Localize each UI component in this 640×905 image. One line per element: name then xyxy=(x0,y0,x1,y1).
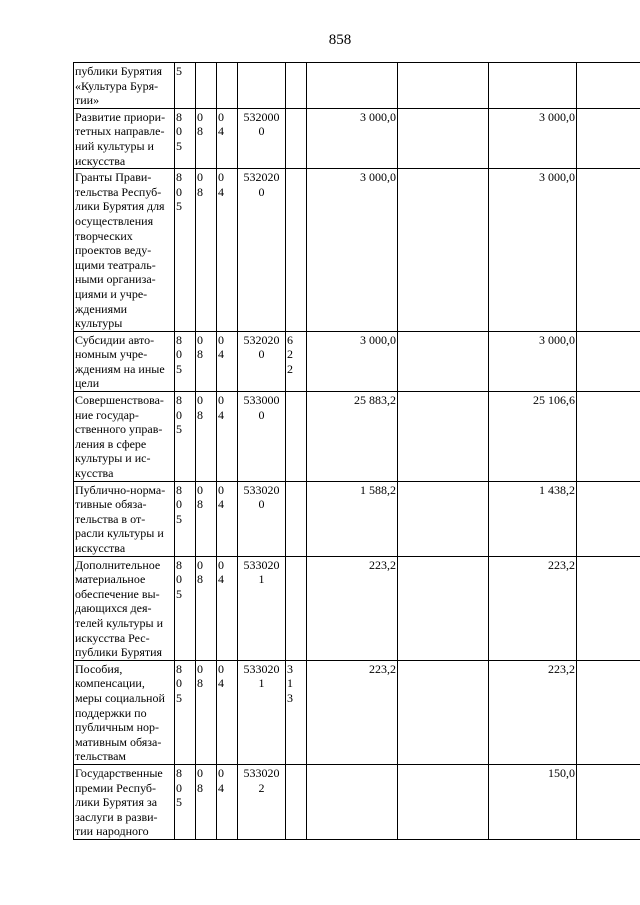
c1-line: 8 xyxy=(176,765,182,780)
c1-line: 8 xyxy=(176,482,182,497)
c1-line: 5 xyxy=(176,586,182,601)
c5-line: 6 xyxy=(287,332,293,347)
name-line: ждениями xyxy=(75,301,128,316)
cell-c5 xyxy=(286,392,307,482)
name-line: ние государ- xyxy=(75,407,139,422)
cell-c3 xyxy=(217,764,238,839)
cell-name xyxy=(74,331,175,391)
table-row xyxy=(74,764,640,839)
cell-c2 xyxy=(196,169,217,332)
c2-line: 8 xyxy=(197,572,203,587)
name-line: поддержки по xyxy=(75,705,147,720)
cell-c4 xyxy=(238,108,286,168)
c4-line: 532020 xyxy=(243,332,280,347)
page-number: 858 xyxy=(328,32,352,48)
c1-line: 8 xyxy=(176,661,182,676)
table-row xyxy=(74,63,640,109)
name-line: Публично-норма- xyxy=(75,482,166,497)
cell-amt3: 1 438,2 xyxy=(489,481,577,556)
cell-empty xyxy=(398,660,489,764)
cell-c2 xyxy=(196,108,217,168)
cell-empty xyxy=(577,556,640,660)
cell-amt1: 223,2 xyxy=(307,556,398,660)
cell-amt1: 223,2 xyxy=(307,660,398,764)
name-line: ственного управ- xyxy=(75,422,163,437)
cell-amt3 xyxy=(489,63,577,109)
table-row xyxy=(74,556,640,660)
cell-empty xyxy=(577,392,640,482)
name-line: материальное xyxy=(75,572,146,587)
name-line: тии народного xyxy=(75,824,149,839)
cell-c4 xyxy=(238,660,286,764)
cell-c4 xyxy=(238,481,286,556)
name-line: культуры и ис- xyxy=(75,451,151,466)
name-line: ления в сфере xyxy=(75,436,147,451)
c1-line: 8 xyxy=(176,557,182,572)
c2-line: 0 xyxy=(197,109,203,124)
cell-c1 xyxy=(175,481,196,556)
cell-c2 xyxy=(196,764,217,839)
cell-empty xyxy=(577,331,640,391)
cell-name xyxy=(74,764,175,839)
name-line: лики Бурятия для xyxy=(75,199,165,214)
c1-line: 5 xyxy=(176,138,182,153)
c1-line: 8 xyxy=(176,332,182,347)
c1-line: 5 xyxy=(176,795,182,810)
cell-c5 xyxy=(286,108,307,168)
cell-c1 xyxy=(175,556,196,660)
c3-line: 4 xyxy=(218,347,224,362)
cell-c5 xyxy=(286,331,307,391)
c3-line: 0 xyxy=(218,765,224,780)
c2-line: 8 xyxy=(197,407,203,422)
name-line: ждениям на иные xyxy=(75,361,165,376)
cell-empty xyxy=(398,764,489,839)
name-line: тетных направле- xyxy=(75,124,165,139)
cell-c3 xyxy=(217,169,238,332)
cell-amt3: 223,2 xyxy=(489,556,577,660)
budget-table xyxy=(73,62,640,840)
c2-line: 0 xyxy=(197,482,203,497)
c3-line: 0 xyxy=(218,557,224,572)
name-line: ными организа- xyxy=(75,272,156,287)
c4-line: 533020 xyxy=(243,661,280,676)
name-line: творческих xyxy=(75,228,133,243)
cell-name xyxy=(74,392,175,482)
name-line: «Культура Буря- xyxy=(75,78,159,93)
table-body xyxy=(74,63,640,840)
cell-c3 xyxy=(217,481,238,556)
cell-amt1: 3 000,0 xyxy=(307,331,398,391)
cell-c4 xyxy=(238,556,286,660)
cell-c5 xyxy=(286,764,307,839)
c2-line: 8 xyxy=(197,676,203,691)
name-line: публичным нор- xyxy=(75,720,160,735)
name-line: Пособия, xyxy=(75,661,123,676)
name-line: мативным обяза- xyxy=(75,734,162,749)
cell-c5 xyxy=(286,660,307,764)
c4-line: 533020 xyxy=(243,557,280,572)
c4-line: 0 xyxy=(258,124,265,139)
cell-c3 xyxy=(217,392,238,482)
cell-empty xyxy=(398,481,489,556)
name-line: искусства xyxy=(75,153,126,168)
cell-c3 xyxy=(217,63,238,109)
c1-line: 0 xyxy=(176,347,182,362)
name-line: лики Бурятия за xyxy=(75,795,158,810)
cell-amt3: 150,0 xyxy=(489,764,577,839)
cell-c5 xyxy=(286,481,307,556)
c4-line: 0 xyxy=(258,184,265,199)
c2-line: 0 xyxy=(197,661,203,676)
c5-line: 2 xyxy=(287,347,293,362)
cell-c3 xyxy=(217,331,238,391)
c1-line: 0 xyxy=(176,780,182,795)
cell-c2 xyxy=(196,660,217,764)
name-line: компенсации, xyxy=(75,676,145,691)
cell-c2 xyxy=(196,392,217,482)
c2-line: 0 xyxy=(197,170,203,185)
name-line: тельства Респуб- xyxy=(75,184,162,199)
name-line: заслуги в разви- xyxy=(75,809,158,824)
c1-line: 5 xyxy=(176,64,182,78)
name-line: циями и учре- xyxy=(75,286,148,301)
c1-line: 0 xyxy=(176,676,182,691)
c3-line: 4 xyxy=(218,407,224,422)
c2-line: 8 xyxy=(197,124,203,139)
c4-line: 1 xyxy=(258,676,265,691)
cell-c5 xyxy=(286,556,307,660)
cell-c1 xyxy=(175,764,196,839)
cell-empty xyxy=(577,63,640,109)
cell-name xyxy=(74,63,175,109)
c1-line: 8 xyxy=(176,393,182,408)
c3-line: 4 xyxy=(218,572,224,587)
table-row xyxy=(74,481,640,556)
c4-line: 532020 xyxy=(243,170,280,185)
cell-empty xyxy=(398,556,489,660)
c2-line: 0 xyxy=(197,393,203,408)
name-line: меры социальной xyxy=(75,690,165,705)
cell-amt1 xyxy=(307,764,398,839)
cell-c1 xyxy=(175,660,196,764)
cell-c4 xyxy=(238,169,286,332)
cell-c1 xyxy=(175,63,196,109)
c3-line: 4 xyxy=(218,497,224,512)
cell-empty xyxy=(398,169,489,332)
c1-line: 5 xyxy=(176,422,182,437)
cell-c3 xyxy=(217,108,238,168)
c4-line: 1 xyxy=(258,572,265,587)
name-line: тии» xyxy=(75,93,100,108)
name-line: премии Респуб- xyxy=(75,780,157,795)
name-line: тельствам xyxy=(75,749,127,764)
cell-c4 xyxy=(238,764,286,839)
name-line: публики Бурятия xyxy=(75,645,163,660)
name-line: культуры xyxy=(75,316,123,331)
cell-amt3: 223,2 xyxy=(489,660,577,764)
name-line: Развитие приори- xyxy=(75,109,166,124)
c1-line: 0 xyxy=(176,184,182,199)
cell-empty xyxy=(577,108,640,168)
cell-c4 xyxy=(238,63,286,109)
c3-line: 0 xyxy=(218,170,224,185)
c1-line: 5 xyxy=(176,361,182,376)
c2-line: 0 xyxy=(197,557,203,572)
cell-c2 xyxy=(196,556,217,660)
cell-empty xyxy=(398,63,489,109)
cell-amt1: 25 883,2 xyxy=(307,392,398,482)
cell-amt1 xyxy=(307,63,398,109)
name-line: Дополнительное xyxy=(75,557,161,572)
c3-line: 4 xyxy=(218,124,224,139)
name-line: кусства xyxy=(75,466,114,481)
c4-line: 533020 xyxy=(243,482,280,497)
cell-c2 xyxy=(196,481,217,556)
name-line: искусства Рес- xyxy=(75,630,150,645)
cell-amt3: 25 106,6 xyxy=(489,392,577,482)
cell-amt3: 3 000,0 xyxy=(489,108,577,168)
cell-amt1: 3 000,0 xyxy=(307,108,398,168)
name-line: проектов веду- xyxy=(75,243,152,258)
cell-empty xyxy=(577,481,640,556)
c4-line: 533020 xyxy=(243,765,280,780)
cell-amt1: 3 000,0 xyxy=(307,169,398,332)
c2-line: 8 xyxy=(197,497,203,512)
table-row xyxy=(74,169,640,332)
c5-line: 3 xyxy=(287,690,293,705)
name-line: расли культуры и xyxy=(75,526,164,541)
table-row xyxy=(74,392,640,482)
table-row xyxy=(74,108,640,168)
c2-line: 8 xyxy=(197,347,203,362)
cell-empty xyxy=(398,108,489,168)
name-line: ний культуры и xyxy=(75,138,154,153)
cell-amt3: 3 000,0 xyxy=(489,169,577,332)
c3-line: 0 xyxy=(218,661,224,676)
cell-empty xyxy=(577,169,640,332)
c3-line: 4 xyxy=(218,676,224,691)
c5-line: 2 xyxy=(287,361,293,376)
c5-line: 1 xyxy=(287,676,293,691)
c2-line: 8 xyxy=(197,184,203,199)
cell-c3 xyxy=(217,660,238,764)
c4-line: 2 xyxy=(258,780,265,795)
c1-line: 5 xyxy=(176,511,182,526)
c5-line: 3 xyxy=(287,661,293,676)
cell-c1 xyxy=(175,331,196,391)
cell-c4 xyxy=(238,331,286,391)
cell-name xyxy=(74,660,175,764)
c3-line: 4 xyxy=(218,184,224,199)
cell-empty xyxy=(577,660,640,764)
c2-line: 0 xyxy=(197,765,203,780)
name-line: тельства в от- xyxy=(75,511,146,526)
name-line: телей культуры и xyxy=(75,615,164,630)
table-row xyxy=(74,660,640,764)
c3-line: 0 xyxy=(218,393,224,408)
name-line: публики Бурятия xyxy=(75,64,163,78)
name-line: осуществления xyxy=(75,213,154,228)
name-line: искусства xyxy=(75,541,126,555)
cell-name xyxy=(74,481,175,556)
cell-empty xyxy=(398,331,489,391)
cell-empty xyxy=(398,392,489,482)
name-line: обеспечение вы- xyxy=(75,586,160,601)
name-line: Совершенствова- xyxy=(75,393,164,408)
c3-line: 0 xyxy=(218,109,224,124)
c2-line: 0 xyxy=(197,332,203,347)
c1-line: 8 xyxy=(176,109,182,124)
c4-line: 533000 xyxy=(243,393,280,408)
cell-c4 xyxy=(238,392,286,482)
name-line: дающихся дея- xyxy=(75,601,152,616)
c1-line: 8 xyxy=(176,170,182,185)
c2-line: 8 xyxy=(197,780,203,795)
cell-c1 xyxy=(175,108,196,168)
c4-line: 532000 xyxy=(243,109,280,124)
name-line: Гранты Прави- xyxy=(75,170,152,185)
c1-line: 0 xyxy=(176,497,182,512)
cell-amt1: 1 588,2 xyxy=(307,481,398,556)
name-line: Государственные xyxy=(75,765,163,780)
c4-line: 0 xyxy=(258,407,265,422)
name-line: щими театраль- xyxy=(75,257,156,272)
cell-c5 xyxy=(286,63,307,109)
cell-c1 xyxy=(175,169,196,332)
c4-line: 0 xyxy=(258,497,265,512)
cell-name xyxy=(74,108,175,168)
c1-line: 0 xyxy=(176,124,182,139)
name-line: цели xyxy=(75,376,100,391)
name-line: тивные обяза- xyxy=(75,497,147,512)
c3-line: 4 xyxy=(218,780,224,795)
cell-empty xyxy=(577,764,640,839)
name-line: Субсидии авто- xyxy=(75,332,155,347)
cell-c5 xyxy=(286,169,307,332)
c1-line: 0 xyxy=(176,407,182,422)
cell-name xyxy=(74,169,175,332)
c1-line: 0 xyxy=(176,572,182,587)
cell-c2 xyxy=(196,331,217,391)
c3-line: 0 xyxy=(218,332,224,347)
cell-c1 xyxy=(175,392,196,482)
cell-name xyxy=(74,556,175,660)
c1-line: 5 xyxy=(176,199,182,214)
cell-c3 xyxy=(217,556,238,660)
table-row xyxy=(74,331,640,391)
c4-line: 0 xyxy=(258,347,265,362)
name-line: номным учре- xyxy=(75,347,148,362)
c3-line: 0 xyxy=(218,482,224,497)
c1-line: 5 xyxy=(176,690,182,705)
cell-c2 xyxy=(196,63,217,109)
cell-amt3: 3 000,0 xyxy=(489,331,577,391)
